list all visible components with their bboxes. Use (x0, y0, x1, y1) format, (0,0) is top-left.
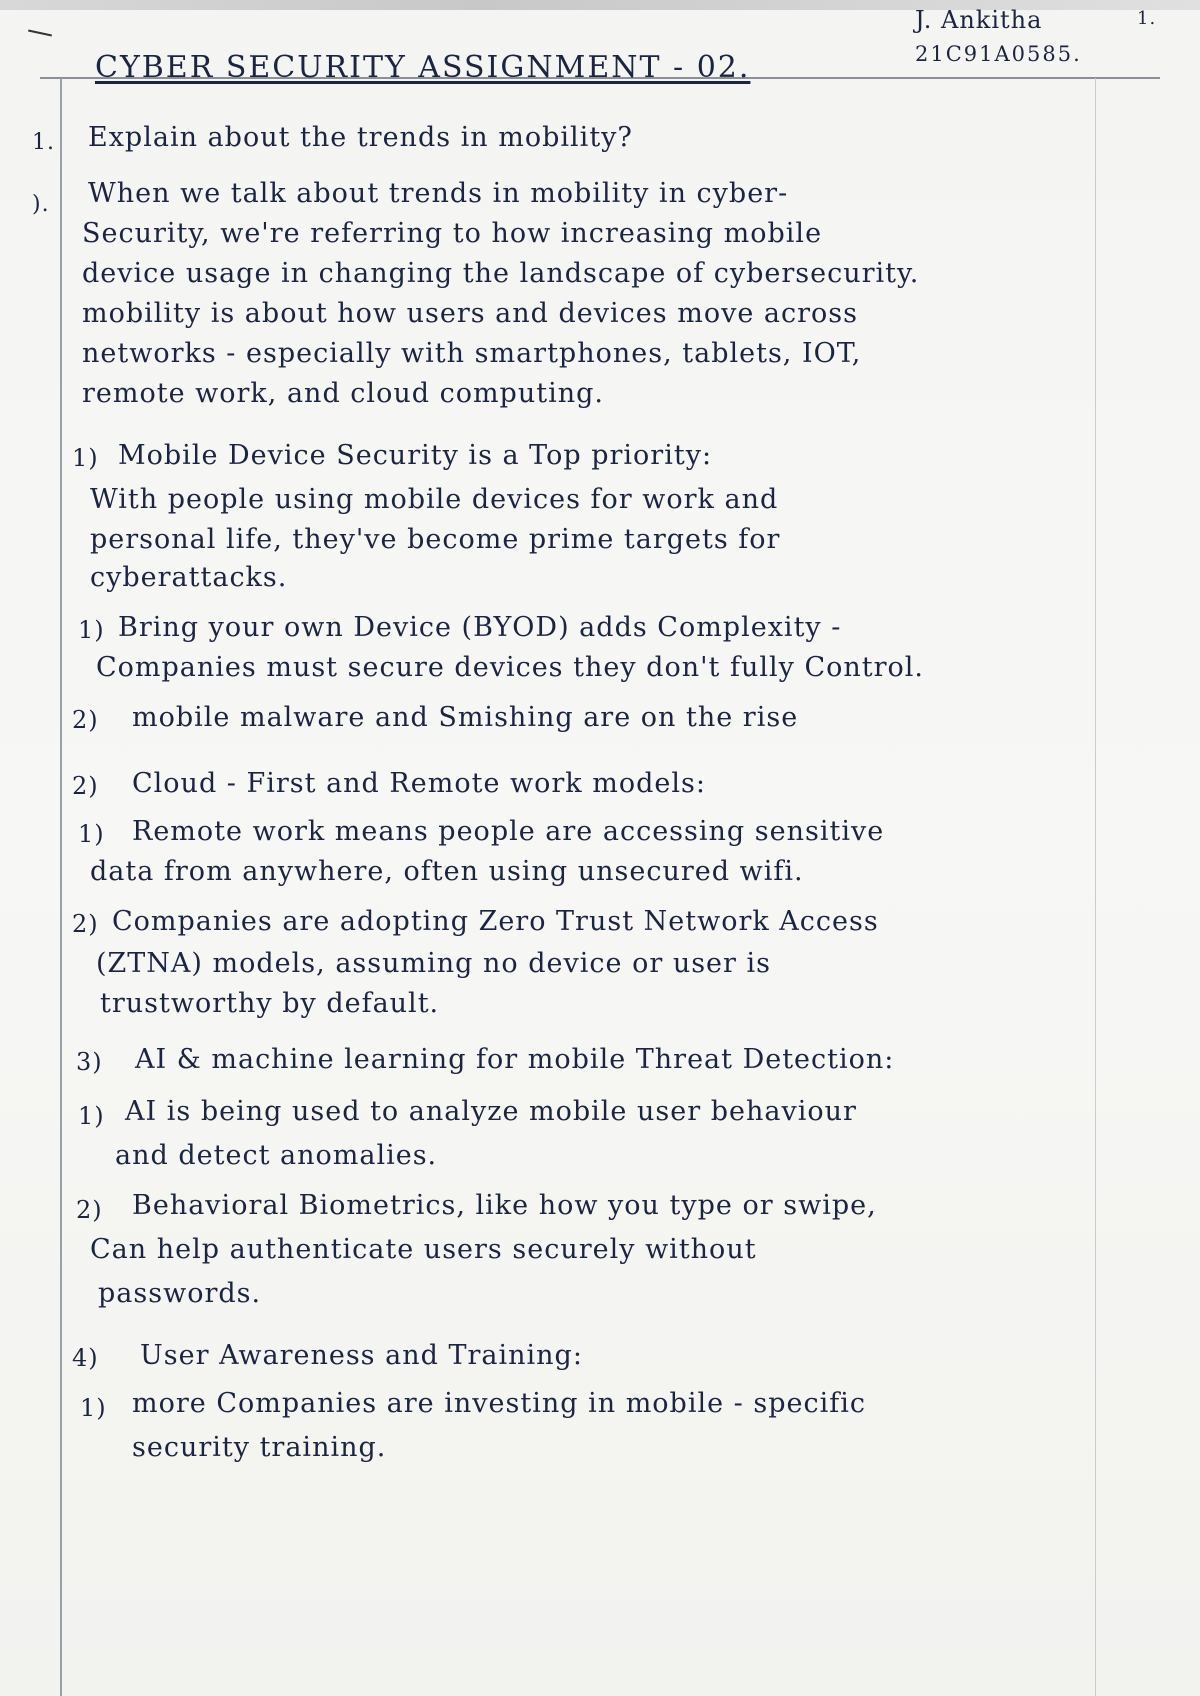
right-margin-line (1095, 78, 1096, 1696)
intro-line: Security, we're referring to how increasing mobile (82, 218, 823, 249)
point-number: 1) (78, 820, 105, 848)
section-line: personal life, they've become prime targets for (90, 524, 781, 555)
point-line: Behavioral Biometrics, like how you type or swipe, (132, 1190, 877, 1221)
point-number: 2) (72, 706, 99, 734)
point-line: Remote work means people are accessing sensitive (132, 816, 885, 847)
section-heading: AI & machine learning for mobile Threat Detection: (135, 1044, 895, 1075)
section-heading: Mobile Device Security is a Top priority: (118, 440, 713, 471)
point-line: more Companies are investing in mobile - specific (132, 1388, 866, 1419)
question-number: 1. (32, 130, 55, 155)
point-line: trustworthy by default. (100, 988, 440, 1019)
intro-line: device usage in changing the landscape of cybersecurity. (82, 258, 920, 289)
left-margin-line (60, 78, 62, 1696)
point-line: passwords. (98, 1278, 262, 1309)
section-number: 1) (72, 444, 99, 472)
intro-line: remote work, and cloud computing. (82, 378, 604, 409)
point-number: 1) (78, 616, 105, 644)
point-line: Companies are adopting Zero Trust Network Access (112, 906, 879, 937)
page-number: 1. (1137, 8, 1157, 29)
point-line: AI is being used to analyze mobile user behaviour (125, 1096, 857, 1127)
point-number: 1) (80, 1394, 107, 1422)
section-number: 4) (72, 1344, 99, 1372)
answer-marker: ). (32, 192, 50, 217)
author-name: J. Ankitha (915, 6, 1043, 34)
point-line: data from anywhere, often using unsecured wifi. (90, 856, 804, 887)
point-line: mobile malware and Smishing are on the rise (132, 702, 799, 733)
point-line: and detect anomalies. (115, 1140, 438, 1171)
point-line: Bring your own Device (BYOD) adds Complexity - (118, 612, 842, 643)
pen-mark (28, 30, 52, 37)
section-heading: Cloud - First and Remote work models: (132, 768, 706, 799)
point-line: Companies must secure devices they don't fully Control. (96, 652, 924, 683)
section-number: 3) (76, 1048, 103, 1076)
section-number: 2) (72, 772, 99, 800)
section-line: With people using mobile devices for work and (90, 484, 779, 515)
assignment-title: CYBER SECURITY ASSIGNMENT - 02. (95, 50, 751, 85)
intro-line: When we talk about trends in mobility in cyber- (88, 178, 789, 209)
intro-line: networks - especially with smartphones, tablets, IOT, (82, 338, 862, 369)
question-text: Explain about the trends in mobility? (88, 122, 633, 153)
point-line: Can help authenticate users securely without (90, 1234, 757, 1265)
section-heading: User Awareness and Training: (140, 1340, 583, 1371)
point-number: 1) (78, 1102, 105, 1130)
point-line: (ZTNA) models, assuming no device or user is (96, 948, 772, 979)
section-line: cyberattacks. (90, 562, 288, 593)
roll-number: 21C91A0585. (915, 42, 1082, 66)
point-number: 2) (76, 1196, 103, 1224)
intro-line: mobility is about how users and devices move across (82, 298, 858, 329)
point-line: security training. (132, 1432, 387, 1463)
point-number: 2) (72, 910, 99, 938)
